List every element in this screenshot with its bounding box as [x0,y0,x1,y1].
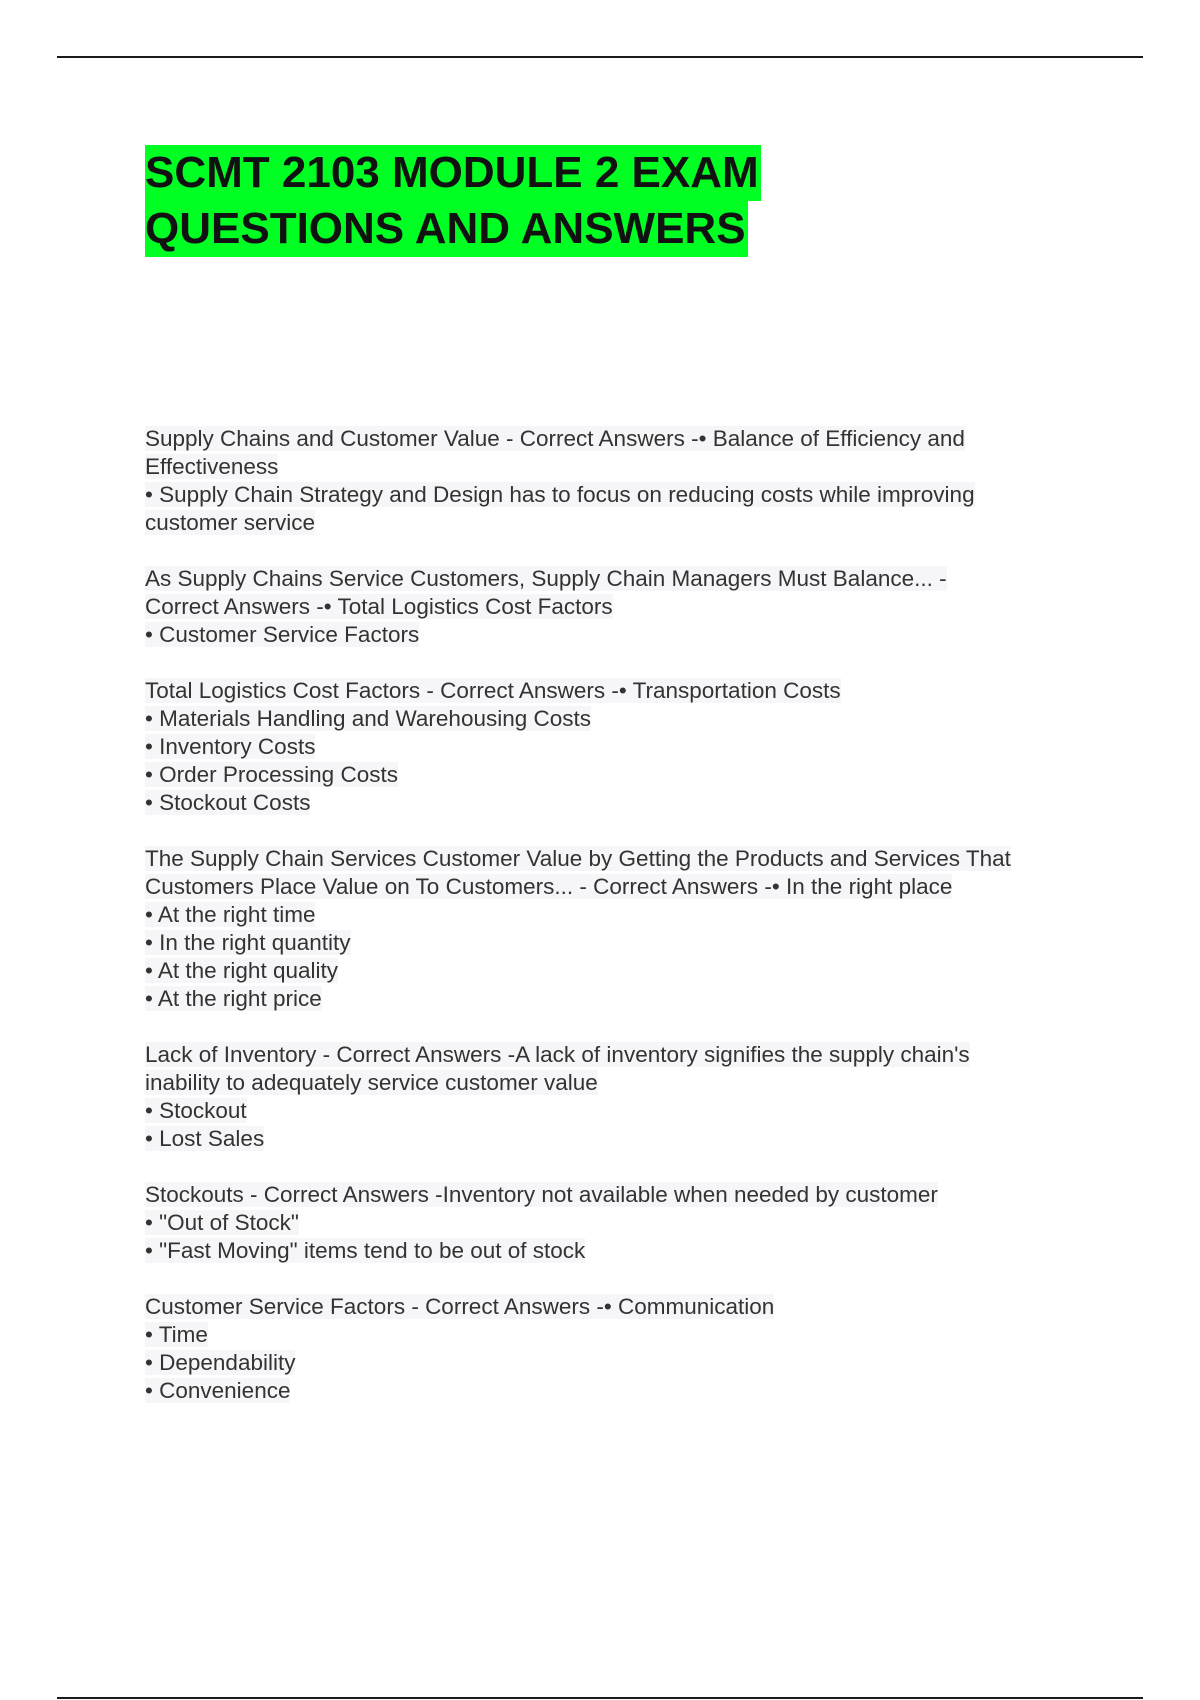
qa-line-text: • Stockout [145,1098,247,1123]
qa-line-text: • Dependability [145,1350,296,1375]
qa-line-text: • Customer Service Factors [145,622,420,647]
qa-entry [145,1181,1105,1265]
qa-line [145,873,1105,901]
qa-entry [145,1041,1105,1153]
qa-line [145,677,1105,705]
qa-line-text: • In the right quantity [145,930,351,955]
qa-line-text: • "Out of Stock" [145,1210,299,1235]
qa-line [145,621,1105,649]
qa-line [145,565,1105,593]
qa-line-text: • At the right price [145,986,322,1011]
qa-line [145,901,1105,929]
qa-entry [145,425,1105,537]
page-title [145,145,761,257]
qa-line [145,1041,1105,1069]
qa-line [145,957,1105,985]
qa-line [145,1377,1105,1405]
qa-line [145,453,1105,481]
qa-list [145,425,1105,1433]
qa-line [145,509,1105,537]
qa-line [145,1237,1105,1265]
qa-line [145,845,1105,873]
qa-line [145,985,1105,1013]
qa-line [145,1349,1105,1377]
qa-line-text: • At the right time [145,902,316,927]
qa-line-text: • Stockout Costs [145,790,311,815]
qa-line-text: • Time [145,1322,208,1347]
qa-line-text: Effectiveness [145,454,279,479]
qa-line [145,1209,1105,1237]
qa-line [145,929,1105,957]
qa-line-text: Customer Service Factors - Correct Answers -• Communication [145,1294,775,1319]
qa-line-text: • Order Processing Costs [145,762,398,787]
qa-entry [145,677,1105,817]
qa-line-text: • "Fast Moving" items tend to be out of stock [145,1238,586,1263]
qa-line-text: The Supply Chain Services Customer Value by Getting the Products and Services That [145,846,1011,871]
title-line-1: SCMT 2103 MODULE 2 EXAM [145,145,761,201]
qa-line-text: Customers Place Value on To Customers... - Correct Answers -• In the right place [145,874,953,899]
qa-line [145,1321,1105,1349]
qa-line [145,1069,1105,1097]
qa-line [145,705,1105,733]
qa-line-text: • At the right quality [145,958,338,983]
qa-line [145,1125,1105,1153]
qa-entry [145,1293,1105,1405]
bottom-divider [57,1697,1143,1699]
qa-line [145,789,1105,817]
qa-line [145,1181,1105,1209]
qa-line-text: customer service [145,510,316,535]
qa-line-text: inability to adequately service customer value [145,1070,598,1095]
qa-line [145,1097,1105,1125]
qa-line-text: • Lost Sales [145,1126,265,1151]
qa-entry [145,845,1105,1013]
qa-line [145,733,1105,761]
qa-line [145,761,1105,789]
qa-line-text: Total Logistics Cost Factors - Correct Answers -• Transportation Costs [145,678,841,703]
qa-line [145,481,1105,509]
qa-line-text: • Supply Chain Strategy and Design has to focus on reducing costs while improving [145,482,975,507]
qa-entry [145,565,1105,649]
qa-line [145,1293,1105,1321]
qa-line-text: • Materials Handling and Warehousing Costs [145,706,592,731]
qa-line-text: Lack of Inventory - Correct Answers -A lack of inventory signifies the supply chain's [145,1042,970,1067]
top-divider [57,56,1143,58]
qa-line-text: Supply Chains and Customer Value - Correct Answers -• Balance of Efficiency and [145,426,965,451]
qa-line-text: As Supply Chains Service Customers, Supply Chain Managers Must Balance... - [145,566,947,591]
qa-line [145,593,1105,621]
title-line-2: QUESTIONS AND ANSWERS [145,201,748,257]
qa-line-text: Correct Answers -• Total Logistics Cost Factors [145,594,613,619]
qa-line-text: • Inventory Costs [145,734,316,759]
qa-line-text: Stockouts - Correct Answers -Inventory not available when needed by customer [145,1182,938,1207]
qa-line [145,425,1105,453]
qa-line-text: • Convenience [145,1378,291,1403]
